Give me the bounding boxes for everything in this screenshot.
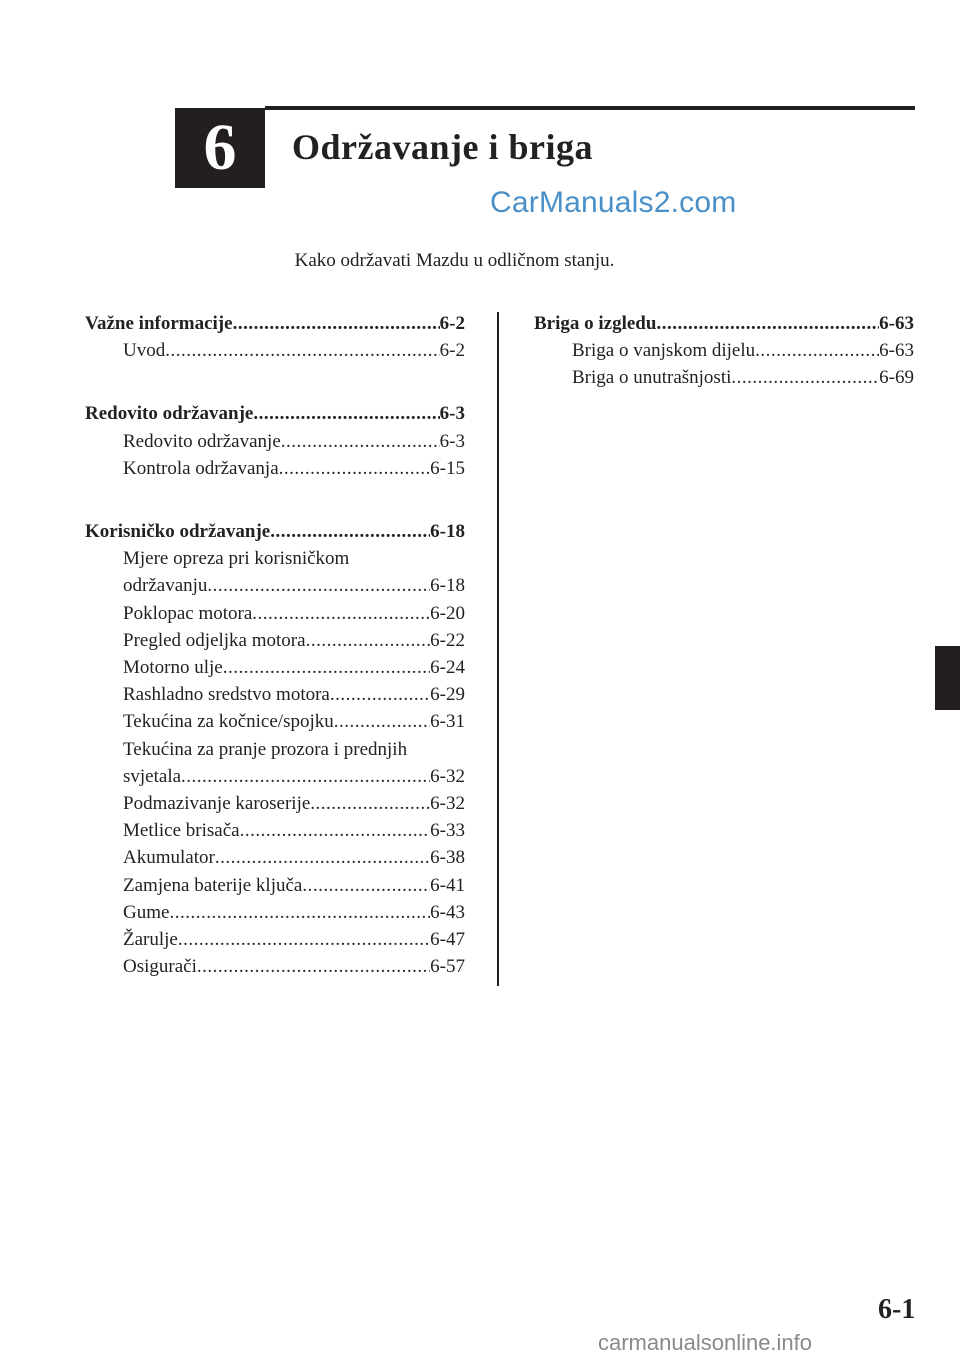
toc-heading-label: Korisničko održavanje bbox=[85, 521, 271, 543]
toc-leader-dots bbox=[253, 400, 439, 427]
toc-entry-page: 6-18 bbox=[430, 575, 465, 597]
toc-entry-page: 6-24 bbox=[430, 657, 465, 679]
toc-leader-dots bbox=[197, 953, 430, 980]
toc-entry-page: 6-41 bbox=[430, 874, 465, 896]
toc-entry[interactable] bbox=[85, 844, 465, 871]
toc-entry-label-line1: Mjere opreza pri korisničkom bbox=[123, 548, 350, 570]
watermark-logo: CarManuals2.com bbox=[490, 186, 737, 219]
toc-leader-dots bbox=[279, 455, 431, 482]
toc-entry-label: Tekućina za kočnice/spojku bbox=[123, 711, 334, 733]
toc-entry-label: Briga o unutrašnjosti bbox=[572, 367, 732, 389]
toc-entry-label: Zamjena baterije ključa bbox=[123, 874, 303, 896]
toc-entry-page: 6-22 bbox=[430, 629, 465, 651]
toc-entry-page: 6-69 bbox=[879, 367, 914, 389]
toc-entry[interactable] bbox=[85, 681, 465, 708]
toc-entry[interactable] bbox=[85, 899, 465, 926]
toc-entry-label: Podmazivanje karoserije bbox=[123, 793, 311, 815]
chapter-side-tab bbox=[935, 646, 960, 710]
footer-watermark: carmanualsonline.info bbox=[598, 1330, 813, 1355]
toc-entry-page: 6-47 bbox=[430, 929, 465, 951]
toc-leader-dots bbox=[302, 872, 430, 899]
toc-entry[interactable] bbox=[85, 817, 465, 844]
toc-leader-dots bbox=[270, 518, 430, 545]
toc-section bbox=[534, 310, 914, 392]
chapter-number-box bbox=[175, 108, 265, 188]
toc-entry-page: 6-43 bbox=[430, 901, 465, 923]
chapter-subtitle: Kako održavati Mazdu u odličnom stanju. bbox=[294, 250, 615, 271]
column-divider bbox=[497, 312, 499, 986]
toc-entry-page: 6-33 bbox=[430, 820, 465, 842]
toc-entry-label: Motorno ulje bbox=[123, 657, 223, 679]
toc-entry-page: 6-29 bbox=[430, 684, 465, 706]
toc-entry[interactable] bbox=[534, 337, 914, 364]
toc-entry-label: održavanju bbox=[123, 575, 208, 597]
toc-entry-label: Osigurači bbox=[123, 956, 197, 978]
toc-entry-page: 6-31 bbox=[430, 711, 465, 733]
toc-entry[interactable] bbox=[85, 572, 465, 599]
toc-heading-page: 6-18 bbox=[430, 521, 465, 543]
toc-entry-label: Kontrola održavanja bbox=[123, 457, 279, 479]
toc-leader-dots bbox=[207, 572, 430, 599]
toc-heading-label: Važne informacije bbox=[85, 313, 233, 334]
toc-leader-dots bbox=[310, 790, 430, 817]
toc-section-heading[interactable] bbox=[534, 310, 914, 337]
toc-leader-dots bbox=[240, 817, 431, 844]
toc-right-column bbox=[534, 310, 914, 428]
toc-entry-page: 6-15 bbox=[430, 457, 465, 479]
chapter-number: 6 bbox=[203, 111, 237, 184]
toc-entry-label: Rashladno sredstvo motora bbox=[123, 684, 330, 706]
toc-entry[interactable] bbox=[85, 926, 465, 953]
toc-entry-page: 6-2 bbox=[439, 340, 465, 362]
toc-leader-dots bbox=[281, 428, 440, 455]
toc-leader-dots bbox=[165, 337, 439, 364]
toc-leader-dots bbox=[656, 310, 879, 337]
toc-leader-dots bbox=[169, 899, 430, 926]
toc-entry-page: 6-32 bbox=[430, 765, 465, 787]
toc-entry[interactable] bbox=[534, 364, 914, 391]
toc-leader-dots bbox=[252, 600, 430, 627]
toc-entry-label-line1: Tekućina za pranje prozora i prednjih bbox=[123, 738, 408, 760]
toc-entry-line1 bbox=[85, 545, 465, 572]
toc-leader-dots bbox=[181, 763, 430, 790]
toc-entry-label: Akumulator bbox=[123, 847, 215, 869]
header-rule bbox=[265, 106, 915, 110]
toc-section bbox=[85, 310, 465, 364]
page-number: 6-1 bbox=[878, 1294, 916, 1325]
toc-entry[interactable] bbox=[85, 763, 465, 790]
toc-leader-dots bbox=[178, 926, 430, 953]
toc-entry-page: 6-32 bbox=[430, 793, 465, 815]
toc-leader-dots bbox=[306, 627, 431, 654]
toc-leader-dots bbox=[215, 844, 430, 871]
toc-entry-page: 6-3 bbox=[439, 430, 465, 452]
toc-entry-label: svjetala bbox=[123, 765, 182, 787]
toc-leader-dots bbox=[233, 310, 440, 337]
toc-heading-label: Briga o izgledu bbox=[534, 313, 657, 334]
toc-entry-label: Gume bbox=[123, 901, 170, 923]
toc-section bbox=[85, 518, 465, 980]
toc-entry-label: Poklopac motora bbox=[123, 602, 253, 624]
toc-entry-page: 6-20 bbox=[430, 602, 465, 624]
chapter-title: Održavanje i briga bbox=[292, 127, 593, 167]
toc-heading-page: 6-63 bbox=[879, 313, 914, 334]
toc-entry-label: Pregled odjeljka motora bbox=[123, 629, 306, 651]
toc-section-heading[interactable] bbox=[85, 310, 465, 337]
toc-entry[interactable] bbox=[85, 654, 465, 681]
toc-section bbox=[85, 400, 465, 482]
toc-section-heading[interactable] bbox=[85, 518, 465, 545]
toc-leader-dots bbox=[731, 364, 879, 391]
toc-entry-label: Redovito održavanje bbox=[123, 430, 281, 452]
toc-entry[interactable] bbox=[85, 790, 465, 817]
toc-section-heading[interactable] bbox=[85, 400, 465, 427]
toc-entry-line1 bbox=[85, 736, 465, 763]
toc-entry[interactable] bbox=[85, 708, 465, 735]
toc-heading-label: Redovito održavanje bbox=[85, 403, 254, 425]
toc-entry[interactable] bbox=[85, 953, 465, 980]
toc-entry-label: Uvod bbox=[123, 340, 166, 362]
toc-leader-dots bbox=[330, 681, 430, 708]
toc-entry[interactable] bbox=[85, 428, 465, 455]
toc-entry[interactable] bbox=[85, 337, 465, 364]
toc-entry[interactable] bbox=[85, 627, 465, 654]
toc-entry-page: 6-63 bbox=[879, 340, 914, 362]
toc-entry-label: Metlice brisača bbox=[123, 820, 240, 842]
toc-heading-page: 6-3 bbox=[439, 403, 465, 425]
toc-left-column bbox=[85, 310, 465, 1016]
toc-entry[interactable] bbox=[85, 872, 465, 899]
toc-entry[interactable] bbox=[85, 600, 465, 627]
toc-entry-label: Žarulje bbox=[123, 929, 178, 951]
toc-leader-dots bbox=[223, 654, 430, 681]
toc-leader-dots bbox=[334, 708, 430, 735]
toc-heading-page: 6-2 bbox=[439, 313, 465, 334]
toc-entry-label: Briga o vanjskom dijelu bbox=[572, 340, 756, 362]
toc-entry-page: 6-38 bbox=[430, 847, 465, 869]
toc-entry[interactable] bbox=[85, 455, 465, 482]
toc-leader-dots bbox=[755, 337, 879, 364]
toc-entry-page: 6-57 bbox=[430, 956, 465, 978]
